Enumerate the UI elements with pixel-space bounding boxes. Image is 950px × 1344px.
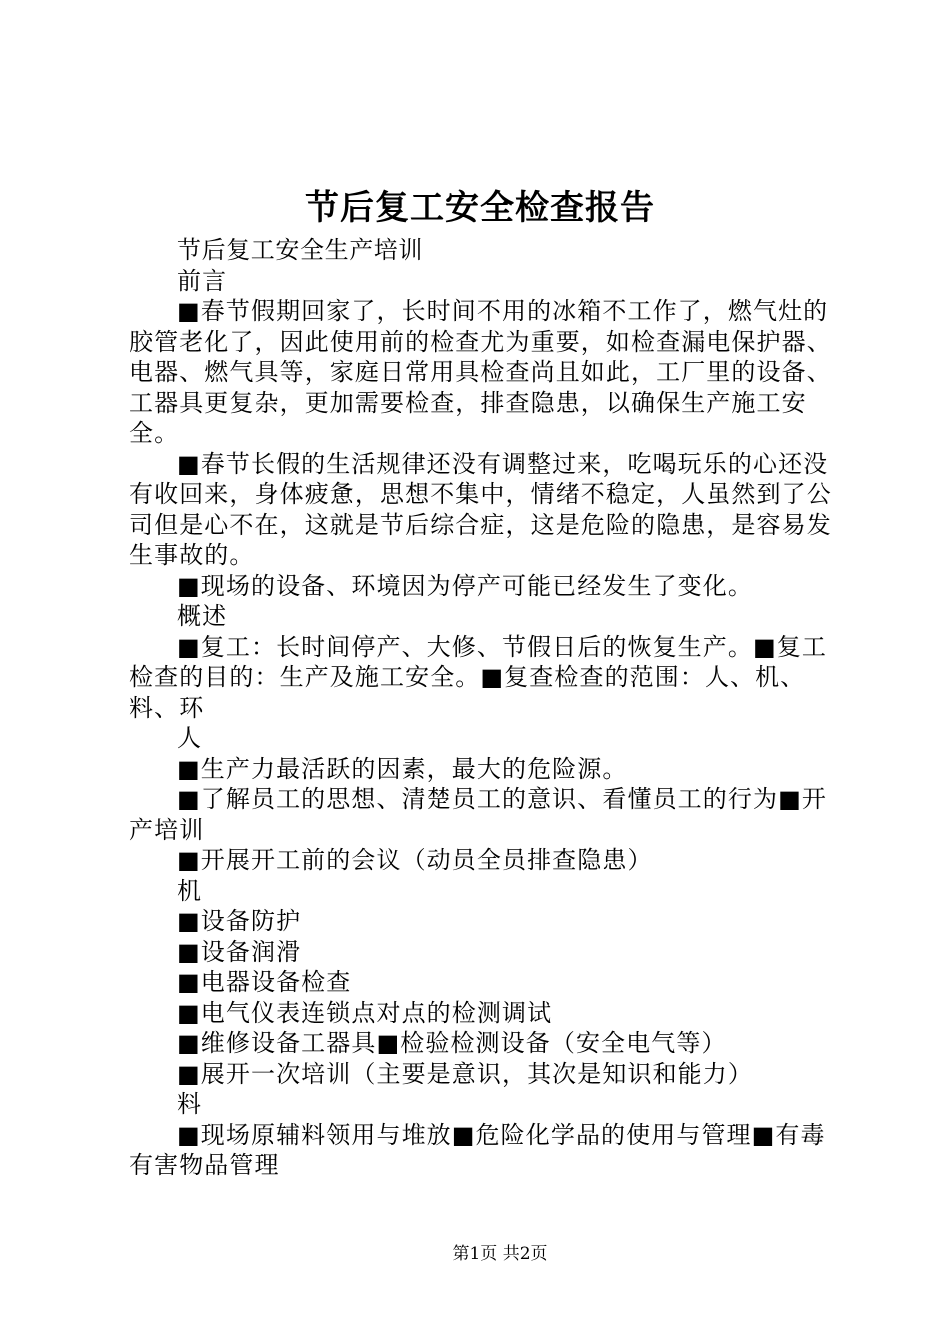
list-item: ■设备润滑 xyxy=(177,937,302,966)
list-item: ■设备防护 xyxy=(177,907,302,935)
section-heading-machine: 机 xyxy=(177,876,203,905)
list-item: ■电气仪表连锁点对点的检测调试 xyxy=(177,998,553,1027)
section-heading-material: 料 xyxy=(177,1090,203,1118)
list-item: ■展开一次培训（主要是意识，其次是知识和能力） xyxy=(177,1059,753,1088)
list-item: ■了解员工的思想、清楚员工的意识、看懂员工的行为■开产培训 xyxy=(129,785,827,844)
section-heading-overview: 概述 xyxy=(177,602,228,630)
paragraph: ■现场的设备、环境因为停产可能已经发生了变化。 xyxy=(177,571,753,600)
paragraph: ■春节假期回家了，长时间不用的冰箱不工作了，燃气灶的胶管老化了，因此使用前的检查尤为重要，如检查漏电保护器、电器、燃气具等，家庭日常用具检查尚且如此，工厂里的设备、工器具更复杂，更加需要检查，排查隐患，以确保生产施工安全。 xyxy=(129,297,832,447)
section-heading-people: 人 xyxy=(177,724,203,752)
list-item: ■电器设备检查 xyxy=(177,968,352,996)
paragraph-subtitle: 节后复工安全生产培训 xyxy=(177,236,423,264)
list-item: ■生产力最活跃的因素，最大的危险源。 xyxy=(177,754,628,783)
list-item: ■维修设备工器具■检验检测设备（安全电气等） xyxy=(177,1029,727,1057)
paragraph: ■春节长假的生活规律还没有调整过来，吃喝玩乐的心还没有收回来，身体疲惫，思想不集中，情绪不稳定，人虽然到了公司但是心不在，这就是节后综合症，这是危险的隐患，是容易发生事故的。 xyxy=(129,449,832,569)
document-body xyxy=(129,235,841,1181)
document-title: 节后复工安全检查报告 xyxy=(305,188,655,228)
list-item: ■现场原辅料领用与堆放■危险化学品的使用与管理■有毒有害物品管理 xyxy=(129,1120,826,1179)
page-footer: 第1页 共2页 xyxy=(452,1244,548,1264)
section-heading-preface: 前言 xyxy=(177,266,228,295)
paragraph: ■复工：长时间停产、大修、节假日后的恢复生产。■复工检查的目的：生产及施工安全。■复查检查的范围：人、机、料、环 xyxy=(129,632,827,722)
list-item: ■开展开工前的会议（动员全员排查隐患） xyxy=(177,846,653,874)
